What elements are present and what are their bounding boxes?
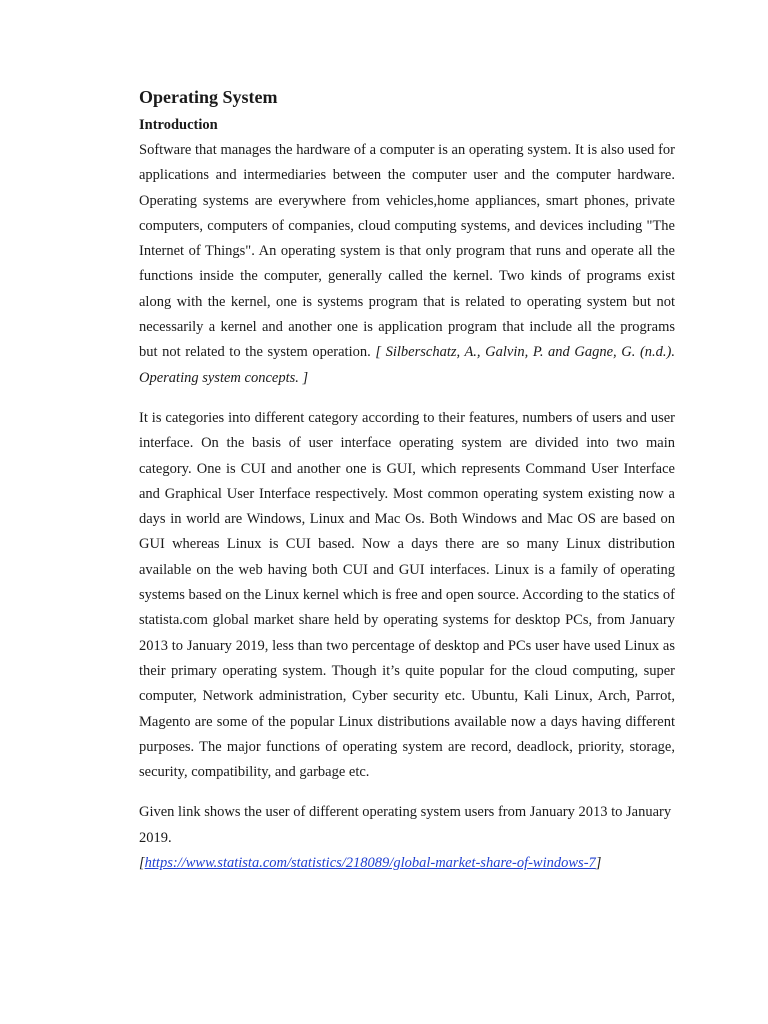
section-heading-introduction: Introduction [139, 117, 218, 133]
link-close-bracket: ] [595, 855, 602, 872]
link-line [139, 851, 675, 876]
document-title: Operating System [139, 87, 278, 107]
paragraph-link-intro: Given link shows the user of different operating system users from January 2013 to January 2019. [139, 804, 672, 846]
document-page [139, 84, 675, 876]
link-open-bracket: [ [139, 855, 145, 872]
paragraph-categories: It is categories into different category according to their features, numbers of users and user interface. On the basis of user interface operating system are divided into two main category. One is CUI and another one is GUI, which represents Command User Interface and Graphical User Interface respectively. Most common operating system existing now a days in world are Windows, Linux and Mac Os. Both Windows and Mac OS are based on GUI whereas Linux is CUI based. Now a days there are so many Linux distribution available on the web having both CUI and GUI interfaces. Linux is a family of operating systems based on the Linux kernel which is free and open source. According to the statics of statista.com global market share held by operating systems for desktop PCs, from January 2013 to January 2019, less than two percentage of desktop and PCs user have used Linux as their primary operating system. Though it’s quite popular for the cloud computing, super computer, Network administration, Cyber security etc. Ubuntu, Kali Linux, Arch, Parrot, Magento are some of the popular Linux distributions available now a days having different purposes. The major functions of operating system are record, deadlock, priority, storage, security, compatibility, and garbage etc. [139, 409, 675, 781]
citation-text: [ Silberschatz, A., Galvin, P. and Gagne, G. (n.d.). Operating system concepts. ] [139, 344, 676, 386]
paragraph-intro-text: Software that manages the hardware of a computer is an operating system. It is also used for applications and intermediaries between the computer user and the computer hardware. Operating systems are everywhere from vehicles,home appliances, smart phones, private computers, computers of companies, cloud computing systems, and devices including "The Internet of Things". An operating system is that only program that runs and operate all the functions inside the computer, generally called the kernel. Two kinds of programs exist along with the kernel, one is systems program that is related to operating system but not necessarily a kernel and another one is application program that include all the programs but not related to the system operation. [139, 142, 675, 361]
statista-link[interactable]: https://www.statista.com/statistics/218089/global-market-share-of-windows-7 [144, 855, 596, 872]
paragraph-intro [139, 138, 675, 391]
